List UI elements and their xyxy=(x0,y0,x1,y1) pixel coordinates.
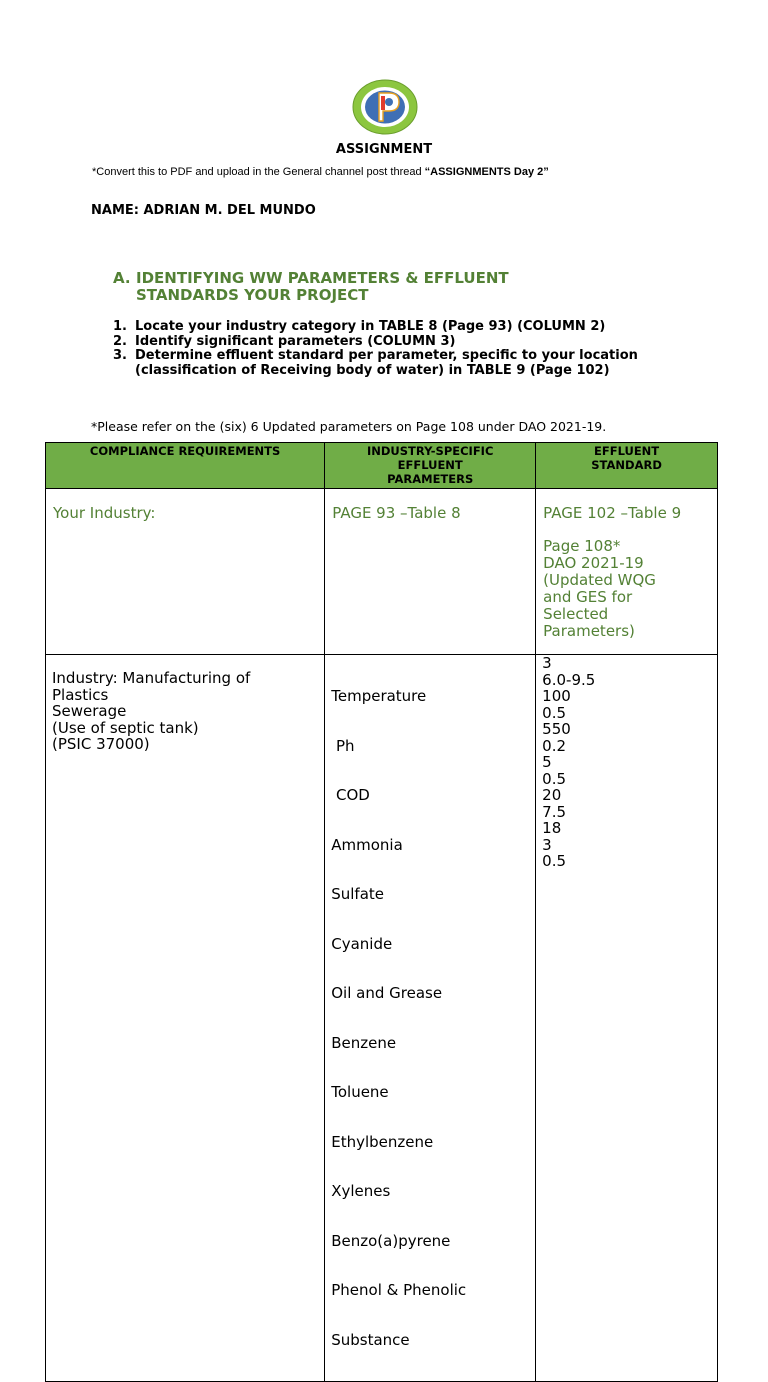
parameter-item: Ethylbenzene xyxy=(331,1132,434,1151)
standard-value: 0.5 xyxy=(542,852,567,870)
dao-reference-line: (Updated WQG xyxy=(543,571,656,589)
column-header-text: EFFLUENT STANDARD xyxy=(591,444,662,472)
list-item xyxy=(113,335,673,350)
parameter-item: Cyanide xyxy=(331,934,393,953)
standard-value: 0.2 xyxy=(542,736,567,755)
dao-reference-line: Selected xyxy=(543,605,609,623)
industry-line: Sewerage xyxy=(52,702,127,720)
standard-value: 20 xyxy=(542,786,562,804)
list-item xyxy=(113,320,673,335)
section-heading-line: STANDARDS YOUR PROJECT xyxy=(136,286,369,304)
table-cell xyxy=(325,655,536,1382)
table-cell xyxy=(325,489,536,655)
upload-instruction-text: *Convert this to PDF and upload in the General channel post thread xyxy=(92,166,425,178)
parameter-item: COD xyxy=(331,786,370,804)
section-heading-line: IDENTIFYING WW PARAMETERS & EFFLUENT xyxy=(136,269,509,287)
parameter-item: Ammonia xyxy=(331,835,403,854)
table9-reference-text: PAGE 102 –Table 9 xyxy=(543,504,682,522)
table-header-row xyxy=(46,443,718,489)
parameter-item: Xylenes xyxy=(331,1182,391,1200)
column-header-text: INDUSTRY-SPECIFIC EFFLUENT PARAMETERS xyxy=(366,444,494,486)
parameter-item: Sulfate xyxy=(331,885,385,903)
organization-logo xyxy=(352,79,418,135)
parameter-item: Phenol & Phenolic xyxy=(331,1281,467,1299)
table-cell xyxy=(46,489,325,655)
dao-reference-line: Parameters) xyxy=(543,622,635,640)
standard-value: 550 xyxy=(542,720,571,738)
industry-label: Your Industry: xyxy=(53,504,156,522)
column-header: COMPLIANCE REQUIREMENTS xyxy=(46,443,325,489)
standard-value: 5 xyxy=(542,753,552,771)
step-text: Locate your industry category in TABLE 8 (Page 93) (COLUMN 2) xyxy=(135,319,606,334)
refer-note: *Please refer on the (six) 6 Updated parameters on Page 108 under DAO 2021-19. xyxy=(91,419,607,434)
parameter-item: Temperature xyxy=(331,687,427,705)
step-number: 3. xyxy=(113,348,127,363)
standard-value: 100 xyxy=(542,687,571,705)
table-row xyxy=(46,655,718,1382)
industry-line: (PSIC 37000) xyxy=(52,735,150,753)
standard-value: 3 xyxy=(542,835,552,854)
step-number: 1. xyxy=(113,319,127,334)
section-heading-text xyxy=(136,270,509,304)
section-heading xyxy=(113,270,593,304)
standard-list xyxy=(536,655,717,870)
list-item xyxy=(113,349,673,378)
parameter-item: Oil and Grease xyxy=(331,984,443,1002)
industry-line: (Use of septic tank) xyxy=(52,718,199,737)
table9-reference xyxy=(536,489,717,640)
parameter-item: Substance xyxy=(331,1330,410,1349)
dao-reference-line: DAO 2021-19 xyxy=(543,554,644,572)
industry-line: Industry: Manufacturing of xyxy=(52,669,251,687)
industry-line: Plastics xyxy=(52,685,109,704)
table-cell xyxy=(536,655,718,1382)
dao-reference-line: and GES for xyxy=(543,588,633,606)
column-header xyxy=(536,443,718,489)
standard-value: 7.5 xyxy=(542,802,567,821)
table-row xyxy=(46,489,718,655)
industry-details xyxy=(46,655,324,753)
parameter-item: Toluene xyxy=(331,1083,389,1101)
upload-thread-name: “ASSIGNMENTS Day 2” xyxy=(424,166,549,178)
table8-reference: PAGE 93 –Table 8 xyxy=(332,504,461,522)
table-cell xyxy=(536,489,718,655)
instruction-steps xyxy=(113,320,673,378)
step-number: 2. xyxy=(113,333,127,349)
step-text: Determine effluent standard per parameter, specific to your location (classification of Receiving body of water) in TABLE 9 (Page 102) xyxy=(135,348,638,378)
section-letter: A. xyxy=(113,269,131,287)
standard-value: 18 xyxy=(542,819,562,837)
parameter-item: Benzo(a)pyrene xyxy=(331,1231,451,1250)
student-name: NAME: ADRIAN M. DEL MUNDO xyxy=(91,203,316,218)
parameter-list xyxy=(325,655,535,1381)
parameter-item: Ph xyxy=(331,736,355,755)
column-header xyxy=(325,443,536,489)
parameter-item: Benzene xyxy=(331,1033,397,1052)
dao-reference-line: Page 108* xyxy=(543,537,621,555)
step-text: Identify significant parameters (COLUMN 3) xyxy=(135,333,456,349)
upload-instruction xyxy=(92,166,549,178)
standard-value: 0.5 xyxy=(542,703,567,722)
compliance-table xyxy=(45,442,718,1382)
page-title: ASSIGNMENT xyxy=(335,142,433,157)
standard-value: 6.0-9.5 xyxy=(542,670,596,689)
standard-value: 0.5 xyxy=(542,769,567,788)
standard-value: 3 xyxy=(542,654,552,672)
dao-reference xyxy=(543,538,717,640)
table-cell xyxy=(46,655,325,1382)
